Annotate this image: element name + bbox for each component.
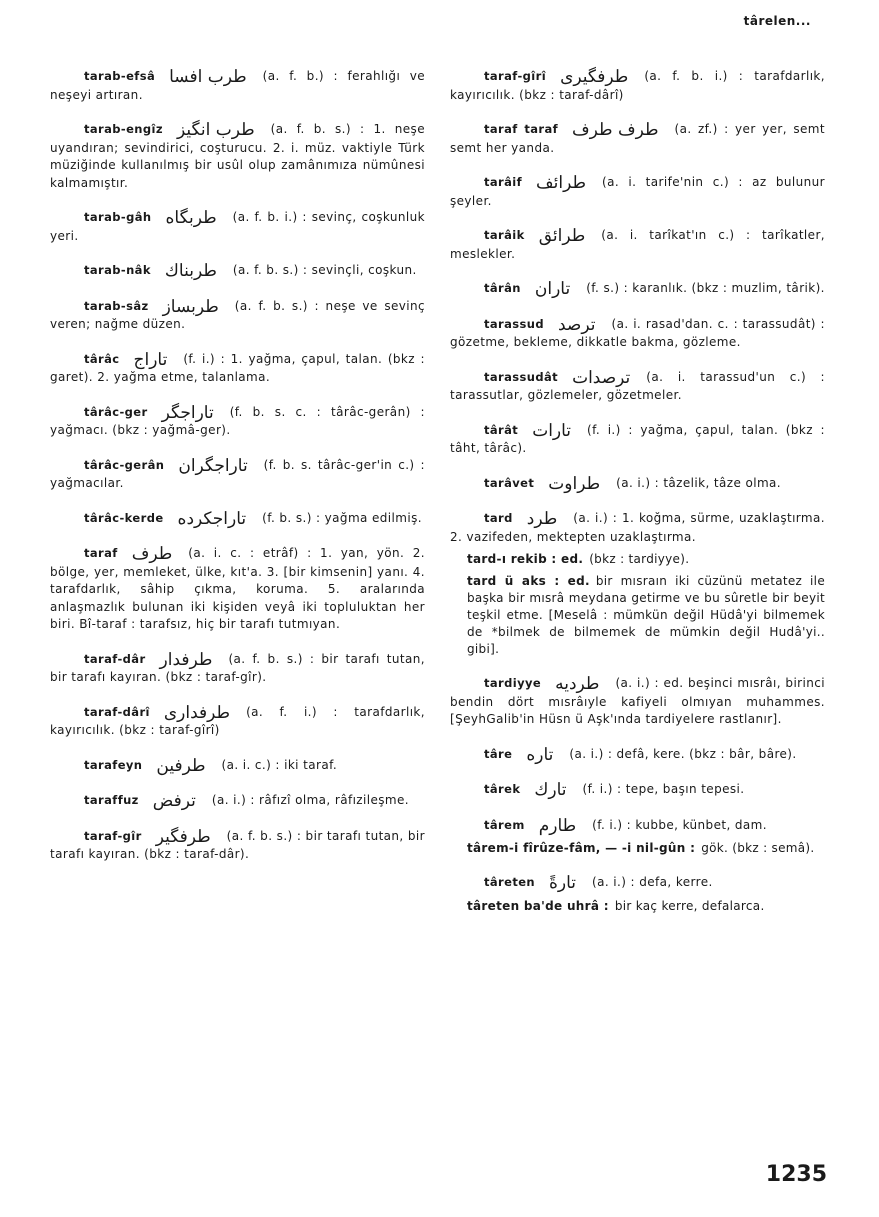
arabic-script-spelling: طرب انگیز — [176, 120, 255, 140]
definition: (a. i.) : 1. koğma, sürme, uzaklaştırma. 2. vazifeden, mektepten uzaklaştırma. — [450, 511, 825, 544]
definition: (f. b. s.) : yağma edilmiş. — [262, 510, 422, 525]
dictionary-entry — [50, 704, 425, 740]
headword: târân — [484, 281, 521, 295]
definition: (a. i. tarassud'un c.) : tarassutlar, gözlemeler, gözetmeler. — [450, 369, 825, 402]
definition: (a. i. tarîkat'ın c.) : tarîkatler, meslekler. — [450, 228, 825, 261]
sub-headword: tard ü aks : ed. — [467, 574, 590, 588]
definition: (f. s.) : karanlık. (bkz : muzlim, târik). — [586, 281, 825, 295]
headword: taraf taraf — [484, 122, 559, 136]
dictionary-entry — [450, 316, 825, 352]
headword: taraf-gîr — [84, 828, 142, 843]
definition: (a. zf.) : yer yer, semt semt her yanda. — [450, 122, 825, 155]
dictionary-entry — [450, 874, 825, 893]
definition: (f. i.) : kubbe, künbet, dam. — [592, 817, 767, 832]
definition: (a. i.) : defa, kerre. — [592, 875, 713, 889]
headword: tarâif — [484, 175, 523, 189]
headword: tarab-gâh — [84, 210, 152, 224]
dictionary-entry — [50, 757, 425, 776]
definition: (a. i. c. : etrâf) : 1. yan, yön. 2. bölge, yer, memleket, ülke, kıt'a. 3. [bir kimsenin] yanı. 4. tarafdarlık, sâhip çıkma, koruma. 5. aralarında anlaşmazlık bulunan iki kişiden veyâ iki topluluktan her biri. Bî-taraf : tarafsız, hiç bir tarafı tutmıyan. — [50, 546, 425, 631]
headword: tarab-efsâ — [84, 69, 156, 83]
sub-headword: târem-i fîrûze-fâm, — -i nil-gûn : — [467, 841, 696, 855]
headword: tarâik — [484, 228, 525, 242]
arabic-script-spelling: طرف — [131, 544, 173, 564]
arabic-script-spelling: طرف طرف — [572, 120, 659, 140]
dictionary-entry — [50, 404, 425, 440]
dictionary-entry — [50, 298, 425, 334]
dictionary-entry — [450, 475, 825, 494]
headword: tardiyye — [484, 676, 542, 690]
dictionary-entry — [450, 675, 825, 729]
headword: taraf — [84, 546, 118, 560]
arabic-script-spelling: طرفگیری — [560, 67, 629, 87]
arabic-script-spelling: طرائف — [536, 173, 587, 193]
dictionary-entry — [50, 262, 425, 281]
definition: (a. f. b. s.) : bir tarafı tutan, bir tarafı kayıran. (bkz : taraf-dâr). — [50, 828, 425, 861]
definition: (a. f. b. s.) : neşe ve sevinç veren; nağme düzen. — [50, 298, 425, 331]
definition: (f. b. s. târâc-ger'in c.) : yağmacılar. — [50, 457, 425, 490]
headword: tarafeyn — [84, 757, 143, 772]
arabic-script-spelling: طرفین — [156, 755, 206, 776]
headword: târâc-gerân — [84, 457, 165, 472]
dictionary-entry — [450, 280, 825, 299]
headword: târek — [484, 782, 521, 796]
arabic-script-spelling: طراوت — [548, 473, 601, 494]
dictionary-entry — [50, 510, 425, 529]
dictionary-entry — [50, 457, 425, 493]
definition: (a. f. b. s.) : 1. neşe uyandıran; sevindirici, coşturucu. 2. i. müz. vaktiyle Türk müziğinde kullanılmış bir usûl olup zamânımıza nümûnesi kalmamıştır. — [50, 122, 425, 190]
dictionary-entry — [450, 369, 825, 405]
arabic-script-spelling: تاراجگر — [161, 402, 214, 423]
definition: (a. i.) : tâzelik, tâze olma. — [616, 475, 781, 490]
sub-entry — [450, 840, 825, 857]
headword: tarab-engîz — [84, 122, 163, 136]
arabic-script-spelling: طردیه — [555, 674, 600, 694]
running-head: târelen... — [743, 14, 811, 28]
dictionary-entry — [50, 121, 425, 192]
headword: târe — [484, 746, 513, 761]
headword: târâc-kerde — [84, 510, 164, 525]
arabic-script-spelling: تاره — [526, 744, 554, 765]
arabic-script-spelling: تارات — [532, 420, 572, 441]
arabic-script-spelling: طرفدار — [159, 649, 213, 670]
definition: (f. b. s. c. : târâc-gerân) : yağmacı. (bkz : yağmâ-ger). — [50, 404, 425, 437]
headword: tard — [484, 511, 513, 525]
definition: (a. i. c.) : iki taraf. — [221, 757, 338, 772]
sub-entry — [450, 551, 825, 568]
headword: tarab-sâz — [84, 298, 149, 313]
definition: (a. f. b. s.) : sevinçli, coşkun. — [232, 263, 417, 277]
definition: (f. i.) : tepe, başın tepesi. — [582, 782, 745, 796]
dictionary-entry — [50, 828, 425, 864]
arabic-script-spelling: طرائق — [538, 226, 586, 246]
definition: (a. f. b.) : ferahlığı ve neşeyi artıran. — [50, 69, 425, 102]
dictionary-entry — [50, 351, 425, 387]
definition: (a. i.) : râfızî olma, râfızileşme. — [211, 793, 409, 807]
definition: (a. f. b. s.) : bir tarafı tutan, bir tarafı kayıran. (bkz : taraf-gîr). — [50, 651, 425, 684]
dictionary-entry — [450, 68, 825, 104]
dictionary-entry — [450, 121, 825, 157]
dictionary-entry — [450, 227, 825, 263]
arabic-script-spelling: طارم — [538, 815, 577, 836]
arabic-script-spelling: ترفض — [152, 791, 196, 811]
left-column — [50, 68, 425, 881]
headword: tarassudât — [484, 369, 559, 384]
arabic-script-spelling: تاراج — [133, 349, 168, 370]
sub-definition: gök. (bkz : semâ). — [701, 841, 815, 855]
page-number: 1235 — [765, 1162, 827, 1187]
arabic-script-spelling: تارةً — [549, 873, 577, 893]
dictionary-entry — [50, 651, 425, 687]
dictionary-entry — [450, 817, 825, 836]
headword: taraffuz — [84, 793, 139, 807]
definition: (a. f. b. i.) : sevinç, coşkunluk yeri. — [50, 210, 425, 243]
right-column — [450, 68, 825, 932]
sub-headword: tard-ı rekib : ed. — [467, 552, 584, 566]
definition: (a. i.) : ed. beşinci mısrâı, birinci bendin dört mısrâıyle kafiyeli olmıyan muhammes. [ŞeyhGalib'in Hüsn ü Aşk'ında tardiyelere rastlanır]. — [450, 676, 825, 726]
definition: (a. f. i.) : tarafdarlık, kayırıcılık. (bkz : taraf-gîrî) — [50, 704, 425, 737]
arabic-script-spelling: طربناك — [164, 261, 217, 281]
arabic-script-spelling: ترصد — [558, 314, 596, 335]
arabic-script-spelling: ترصدات — [572, 367, 631, 388]
definition: (a. i.) : defâ, kere. (bkz : bâr, bâre). — [569, 746, 797, 761]
dictionary-entry — [450, 781, 825, 800]
headword: târât — [484, 422, 519, 437]
sub-entry — [450, 573, 825, 658]
dictionary-entry — [450, 746, 825, 765]
arabic-script-spelling: تارك — [534, 780, 567, 800]
dictionary-entry — [50, 792, 425, 811]
arabic-script-spelling: طربساز — [162, 296, 219, 317]
dictionary-entry — [50, 209, 425, 245]
headword: târem — [484, 817, 525, 832]
headword: tarab-nâk — [84, 263, 151, 277]
dictionary-entry — [450, 422, 825, 458]
definition: (a. i. tarife'nin c.) : az bulunur şeyler. — [450, 175, 825, 208]
arabic-script-spelling: طربگاه — [165, 208, 217, 228]
headword: târâc-ger — [84, 404, 148, 419]
sub-definition: bir mısraın iki cüzünü metatez ile başka bir mısrâ meydana getirme ve bu sûretle bir beyit teşkil etme. [Meselâ : mümkün değil Hüdâ'yi bilmemek de *bilmek de bilmemek de mümkin değil Hudâ'yi.. gibi]. — [467, 574, 825, 656]
headword: tarâvet — [484, 475, 535, 490]
arabic-script-spelling: طرفگیر — [155, 826, 211, 847]
headword: taraf-dâr — [84, 651, 146, 666]
definition: (f. i.) : yağma, çapul, talan. (bkz : tâht, târâc). — [450, 422, 825, 455]
dictionary-entry — [50, 68, 425, 104]
definition: (a. f. b. i.) : tarafdarlık, kayırıcılık. (bkz : taraf-dârî) — [450, 69, 825, 102]
headword: tarassud — [484, 316, 544, 331]
arabic-script-spelling: طرفداری — [163, 702, 231, 723]
definition: (f. i.) : 1. yağma, çapul, talan. (bkz : garet). 2. yağma etme, talanlama. — [50, 351, 425, 384]
definition: (a. i. rasad'dan. c. : tarassudât) : gözetme, bekleme, dikkatle bakma, gözleme. — [450, 316, 825, 349]
arabic-script-spelling: طرب افسا — [169, 67, 247, 87]
headword: târeten — [484, 875, 536, 889]
dictionary-entry — [50, 545, 425, 634]
headword: târâc — [84, 351, 120, 366]
headword: taraf-gîrî — [484, 69, 547, 83]
sub-definition: (bkz : tardiyye). — [589, 552, 690, 566]
arabic-script-spelling: طرد — [526, 509, 558, 529]
dictionary-entry — [450, 174, 825, 210]
sub-entry — [450, 898, 825, 915]
dictionary-entry — [450, 510, 825, 546]
arabic-script-spelling: تاراجکرده — [177, 508, 247, 529]
sub-definition: bir kaç kerre, defalarca. — [614, 898, 765, 913]
sub-headword: târeten ba'de uhrâ : — [467, 898, 609, 913]
arabic-script-spelling: تاران — [534, 279, 571, 299]
arabic-script-spelling: تاراجگران — [178, 455, 248, 476]
headword: taraf-dârî — [84, 704, 150, 719]
